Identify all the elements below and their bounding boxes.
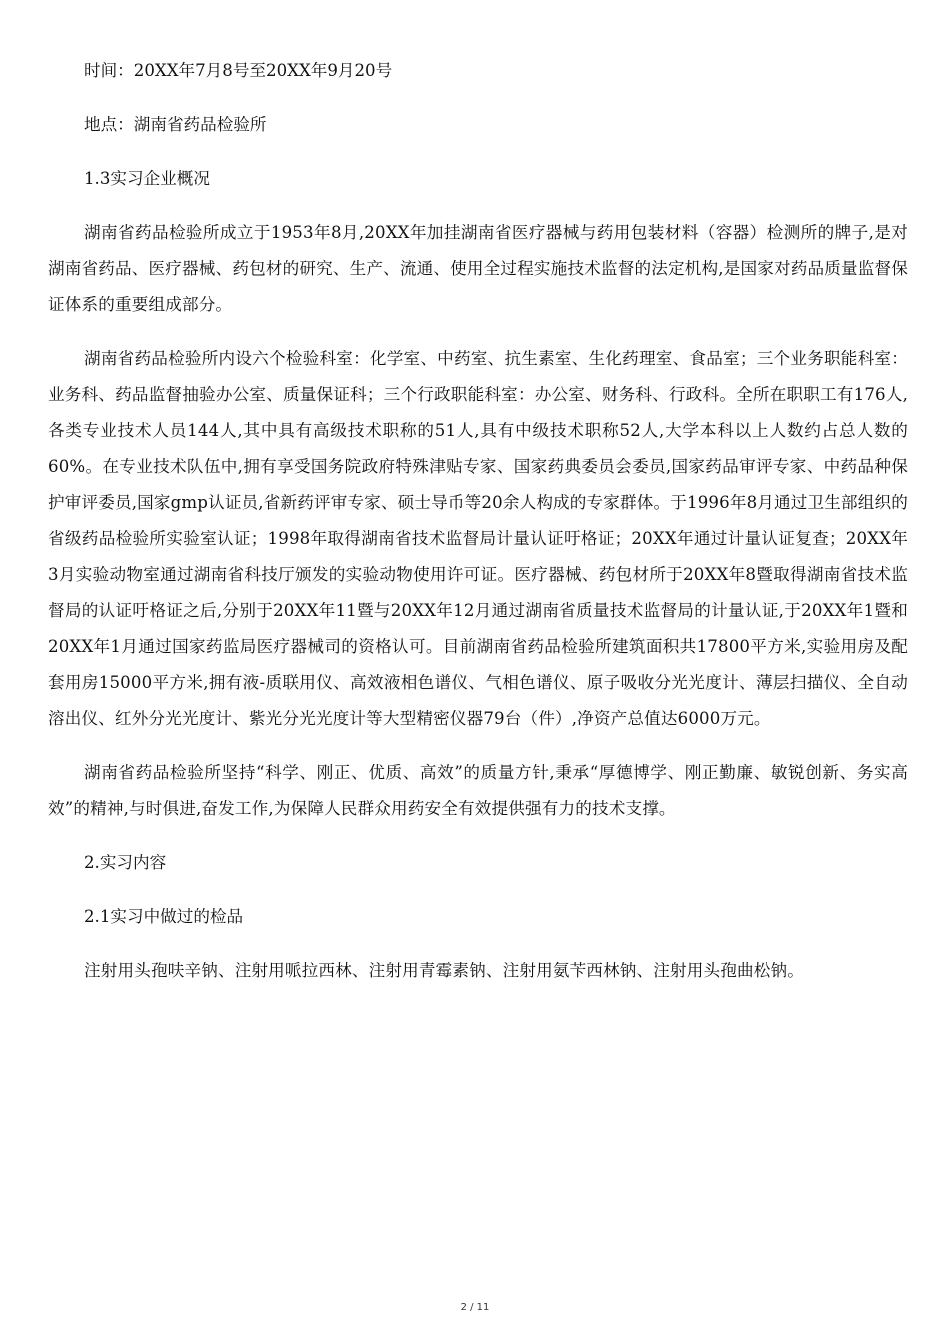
section-heading-2: 2.实习内容 [84, 853, 167, 872]
paragraph-samples: 注射用头孢呋辛钠、注射用哌拉西林、注射用青霉素钠、注射用氨苄西林钠、注射用头孢曲松钠。 [84, 961, 804, 980]
paragraph-departments: 湖南省药品检验所内设六个检验科室：化学室、中药室、抗生素室、生化药理室、食品室；三个业务职能科室：业务科、药品监督抽验办公室、质量保证科；三个行政职能科室：办公室、财务科、行政科。全所在职职工有176人,各类专业技术人员144人,其中具有高级技术职称的51人,具有中级技术职称52人,大学本科以上人数约占总人数的60%。在专业技术队伍中,拥有享受国务院政府特殊津贴专家、国家药典委员会委员,国家药品审评专家、中药品种保护审评委员,国家gmp认证员,省新药评审专家、硕士导币等20余人构成的专家群体。于1996年8月通过卫生部组织的省级药品检验所实验室认证；1998年取得湖南省技术监督局计量认证吁格证；20XX年通过计量认证复查；20XX年3月实验动物室通过湖南省科技厅颁发的实验动物使用许可证。医疗器械、药包材所于20XX年8暨取得湖南省技术监督局的认证吁格证之后,分别于20XX年11暨与20XX年12月通过湖南省质量技术监督局的计量认证,于20XX年1暨和20XX年1月通过国家药监局医疗器械司的资格认可。目前湖南省药品检验所建筑面积共17800平方米,实验用房及配套用房15000平方米,拥有液-质联用仪、高效液相色谱仪、气相色谱仪、原子吸收分光光度计、薄层扫描仪、全自动溶出仪、红外分光光度计、紫光分光光度计等大型精密仪器79台（件）,净资产总值达6000万元。 [48, 349, 908, 728]
place-line: 地点：湖南省药品检验所 [84, 115, 267, 134]
document-body [48, 53, 908, 989]
time-line: 时间：20XX年7月8号至20XX年9月20号 [84, 61, 393, 80]
section-heading-1-3: 1.3实习企业概况 [84, 169, 210, 188]
section-heading-2-1: 2.1实习中做过的检品 [84, 907, 244, 926]
page-number: 2 / 11 [460, 1302, 490, 1313]
paragraph-overview: 湖南省药品检验所成立于1953年8月,20XX年加挂湖南省医疗器械与药用包装材料（容器）检测所的牌子,是对湖南省药品、医疗器械、药包材的研究、生产、流通、使用全过程实施技术监督的法定机构,是国家对药品质量监督保证体系的重要组成部分。 [48, 223, 908, 314]
paragraph-policy: 湖南省药品检验所坚持“科学、刚正、优质、高效”的质量方针,秉承“厚德博学、刚正勤廉、敏锐创新、务实高效”的精神,与时俱进,奋发工作,为保障人民群众用药安全有效提供强有力的技术支撑。 [48, 763, 908, 818]
